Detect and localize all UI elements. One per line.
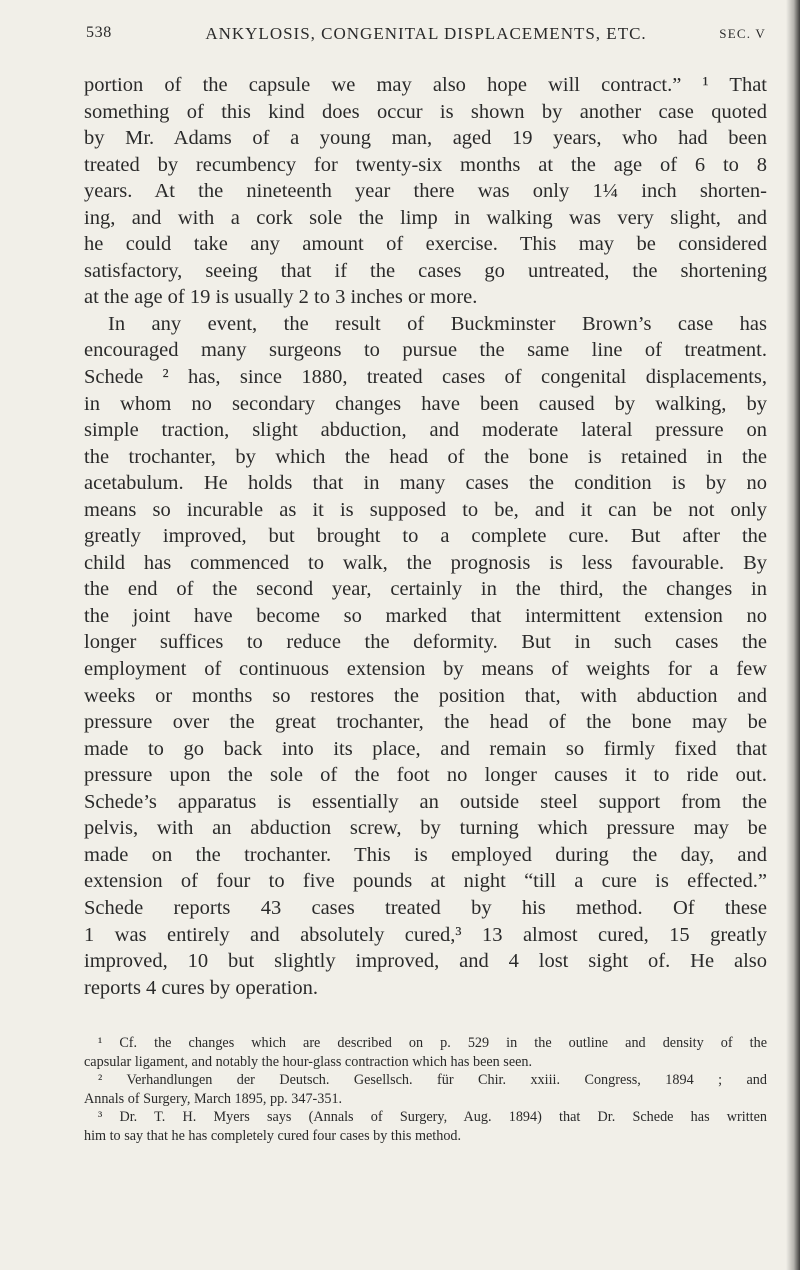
text-line: pressure over the great trochanter, the head of the bone may be bbox=[84, 711, 767, 734]
text-line: longer suffices to reduce the deformity. But in such cases the bbox=[84, 631, 767, 654]
text-line: years. At the nineteenth year there was only 1¼ inch shorten- bbox=[84, 180, 767, 203]
text-line: made on the trochanter. This is employed during the day, and bbox=[84, 843, 767, 866]
footnote-line: Annals of Surgery, March 1895, pp. 347-351. bbox=[84, 1090, 343, 1107]
paragraph-start: In any event, the result of Buckminster Brown’s case has bbox=[108, 312, 767, 335]
footnotes bbox=[84, 1034, 767, 1145]
running-head bbox=[86, 22, 766, 46]
text-line: simple traction, slight abduction, and moderate lateral pressure on bbox=[84, 419, 767, 442]
footnote-2: ² Verhandlungen der Deutsch. Gesellsch. für Chir. xxiii. Congress, 1894 ; and bbox=[98, 1072, 767, 1088]
text-line: by Mr. Adams of a young man, aged 19 years, who had been bbox=[84, 127, 767, 150]
text-line: satisfactory, seeing that if the cases go untreated, the shortening bbox=[84, 259, 767, 282]
text-line: treated by recumbency for twenty-six months at the age of 6 to 8 bbox=[84, 153, 767, 176]
text-line: in whom no secondary changes have been caused by walking, by bbox=[84, 392, 767, 415]
text-line: the joint have become so marked that intermittent extension no bbox=[84, 604, 767, 627]
text-line: encouraged many surgeons to pursue the same line of treatment. bbox=[84, 339, 767, 362]
page-number: 538 bbox=[86, 24, 112, 41]
footnote-line: capsular ligament, and notably the hour-glass contraction which has been seen. bbox=[84, 1053, 533, 1070]
text-line: made to go back into its place, and remain so firmly fixed that bbox=[84, 737, 767, 760]
text-line: weeks or months so restores the position that, with abduction and bbox=[84, 684, 767, 707]
text-line: pelvis, with an abduction screw, by turning which pressure may be bbox=[84, 817, 767, 840]
text-line: improved, 10 but slightly improved, and 4 lost sight of. He also bbox=[84, 950, 767, 973]
text-line: something of this kind does occur is shown by another case quoted bbox=[84, 100, 767, 123]
text-line: extension of four to five pounds at night “till a cure is effected.” bbox=[84, 870, 767, 893]
body-text bbox=[84, 72, 767, 1001]
text-line: employment of continuous extension by means of weights for a few bbox=[84, 658, 767, 681]
text-line: pressure upon the sole of the foot no longer causes it to ride out. bbox=[84, 764, 767, 787]
text-line: means so incurable as it is supposed to be, and it can be not only bbox=[84, 498, 767, 521]
text-line: Schede’s apparatus is essentially an outside steel support from the bbox=[84, 790, 767, 813]
text-line: the end of the second year, certainly in the third, the changes in bbox=[84, 578, 767, 601]
text-line: the trochanter, by which the head of the bone is retained in the bbox=[84, 445, 767, 468]
footnote-3: ³ Dr. T. H. Myers says (Annals of Surgery, Aug. 1894) that Dr. Schede has written bbox=[98, 1109, 767, 1125]
text-line: acetabulum. He holds that in many cases the condition is by no bbox=[84, 472, 767, 495]
text-line: Schede ² has, since 1880, treated cases of congenital displacements, bbox=[84, 366, 767, 389]
text-line: child has commenced to walk, the prognosis is less favourable. By bbox=[84, 551, 767, 574]
text-line: he could take any amount of exercise. This may be considered bbox=[84, 233, 767, 256]
text-line: reports 4 cures by operation. bbox=[84, 976, 318, 999]
text-line: at the age of 19 is usually 2 to 3 inches or more. bbox=[84, 286, 478, 309]
page-edge-shadow bbox=[786, 0, 800, 1270]
text-line: 1 was entirely and absolutely cured,³ 13 almost cured, 15 greatly bbox=[84, 923, 767, 946]
text-line: portion of the capsule we may also hope will contract.” ¹ That bbox=[84, 74, 767, 96]
text-line: ing, and with a cork sole the limp in walking was very slight, and bbox=[84, 206, 767, 229]
text-line: Schede reports 43 cases treated by his method. Of these bbox=[84, 896, 767, 919]
chapter-title: ANKYLOSIS, CONGENITAL DISPLACEMENTS, ETC. bbox=[205, 24, 647, 43]
section-label: SEC. V bbox=[719, 26, 766, 41]
text-line: greatly improved, but brought to a complete cure. But after the bbox=[84, 525, 767, 548]
footnote-1: ¹ Cf. the changes which are described on p. 529 in the outline and density of the bbox=[98, 1035, 767, 1051]
footnote-line: him to say that he has completely cured four cases by this method. bbox=[84, 1127, 462, 1144]
